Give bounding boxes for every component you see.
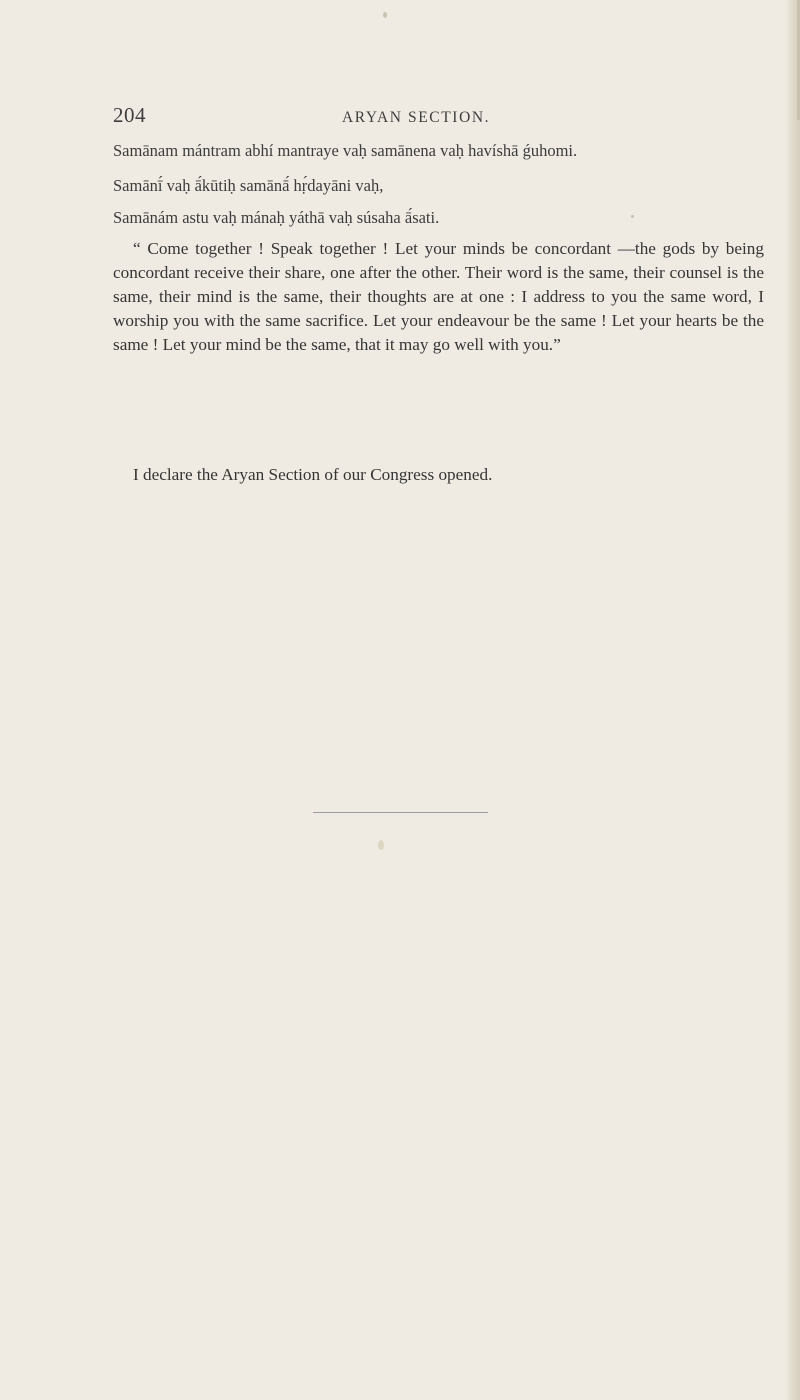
- paper-speck: [378, 840, 384, 850]
- paper-speck: [631, 215, 634, 218]
- running-head: ARYAN SECTION.: [342, 109, 491, 126]
- verse-line-3: Samānám astu vaḥ mánaḥ yáthā vaḥ súsaha ā́sati.: [113, 208, 440, 227]
- page-edge-shadow: [786, 0, 800, 1400]
- closing-line: I declare the Aryan Section of our Congress opened.: [133, 465, 493, 484]
- verse-line-2: Samānī́ vaḥ ā́kūtiḥ samānā́ hṛ́dayāni vaḥ,: [113, 176, 384, 195]
- page-number: 204: [113, 103, 146, 127]
- translation-text: “ Come together ! Speak together ! Let your minds be concordant —the gods by being concordant receive their share, one after the other. Their word is the same, their counsel is the same, their mind is the same, their thoughts are at one : I address to you the same word, I worship you with the same sacrifice. Let your endeavour be the same ! Let your hearts be the same ! Let your mind be the same, that it may go well with you.”: [113, 239, 764, 354]
- verse-line-1: Samānam mántram abhí mantraye vaḥ samānena vaḥ havíshā ǵuhomi.: [113, 141, 578, 160]
- footer-rule: [313, 812, 488, 813]
- paper-speck: [383, 12, 387, 18]
- translation-paragraph: [113, 237, 764, 357]
